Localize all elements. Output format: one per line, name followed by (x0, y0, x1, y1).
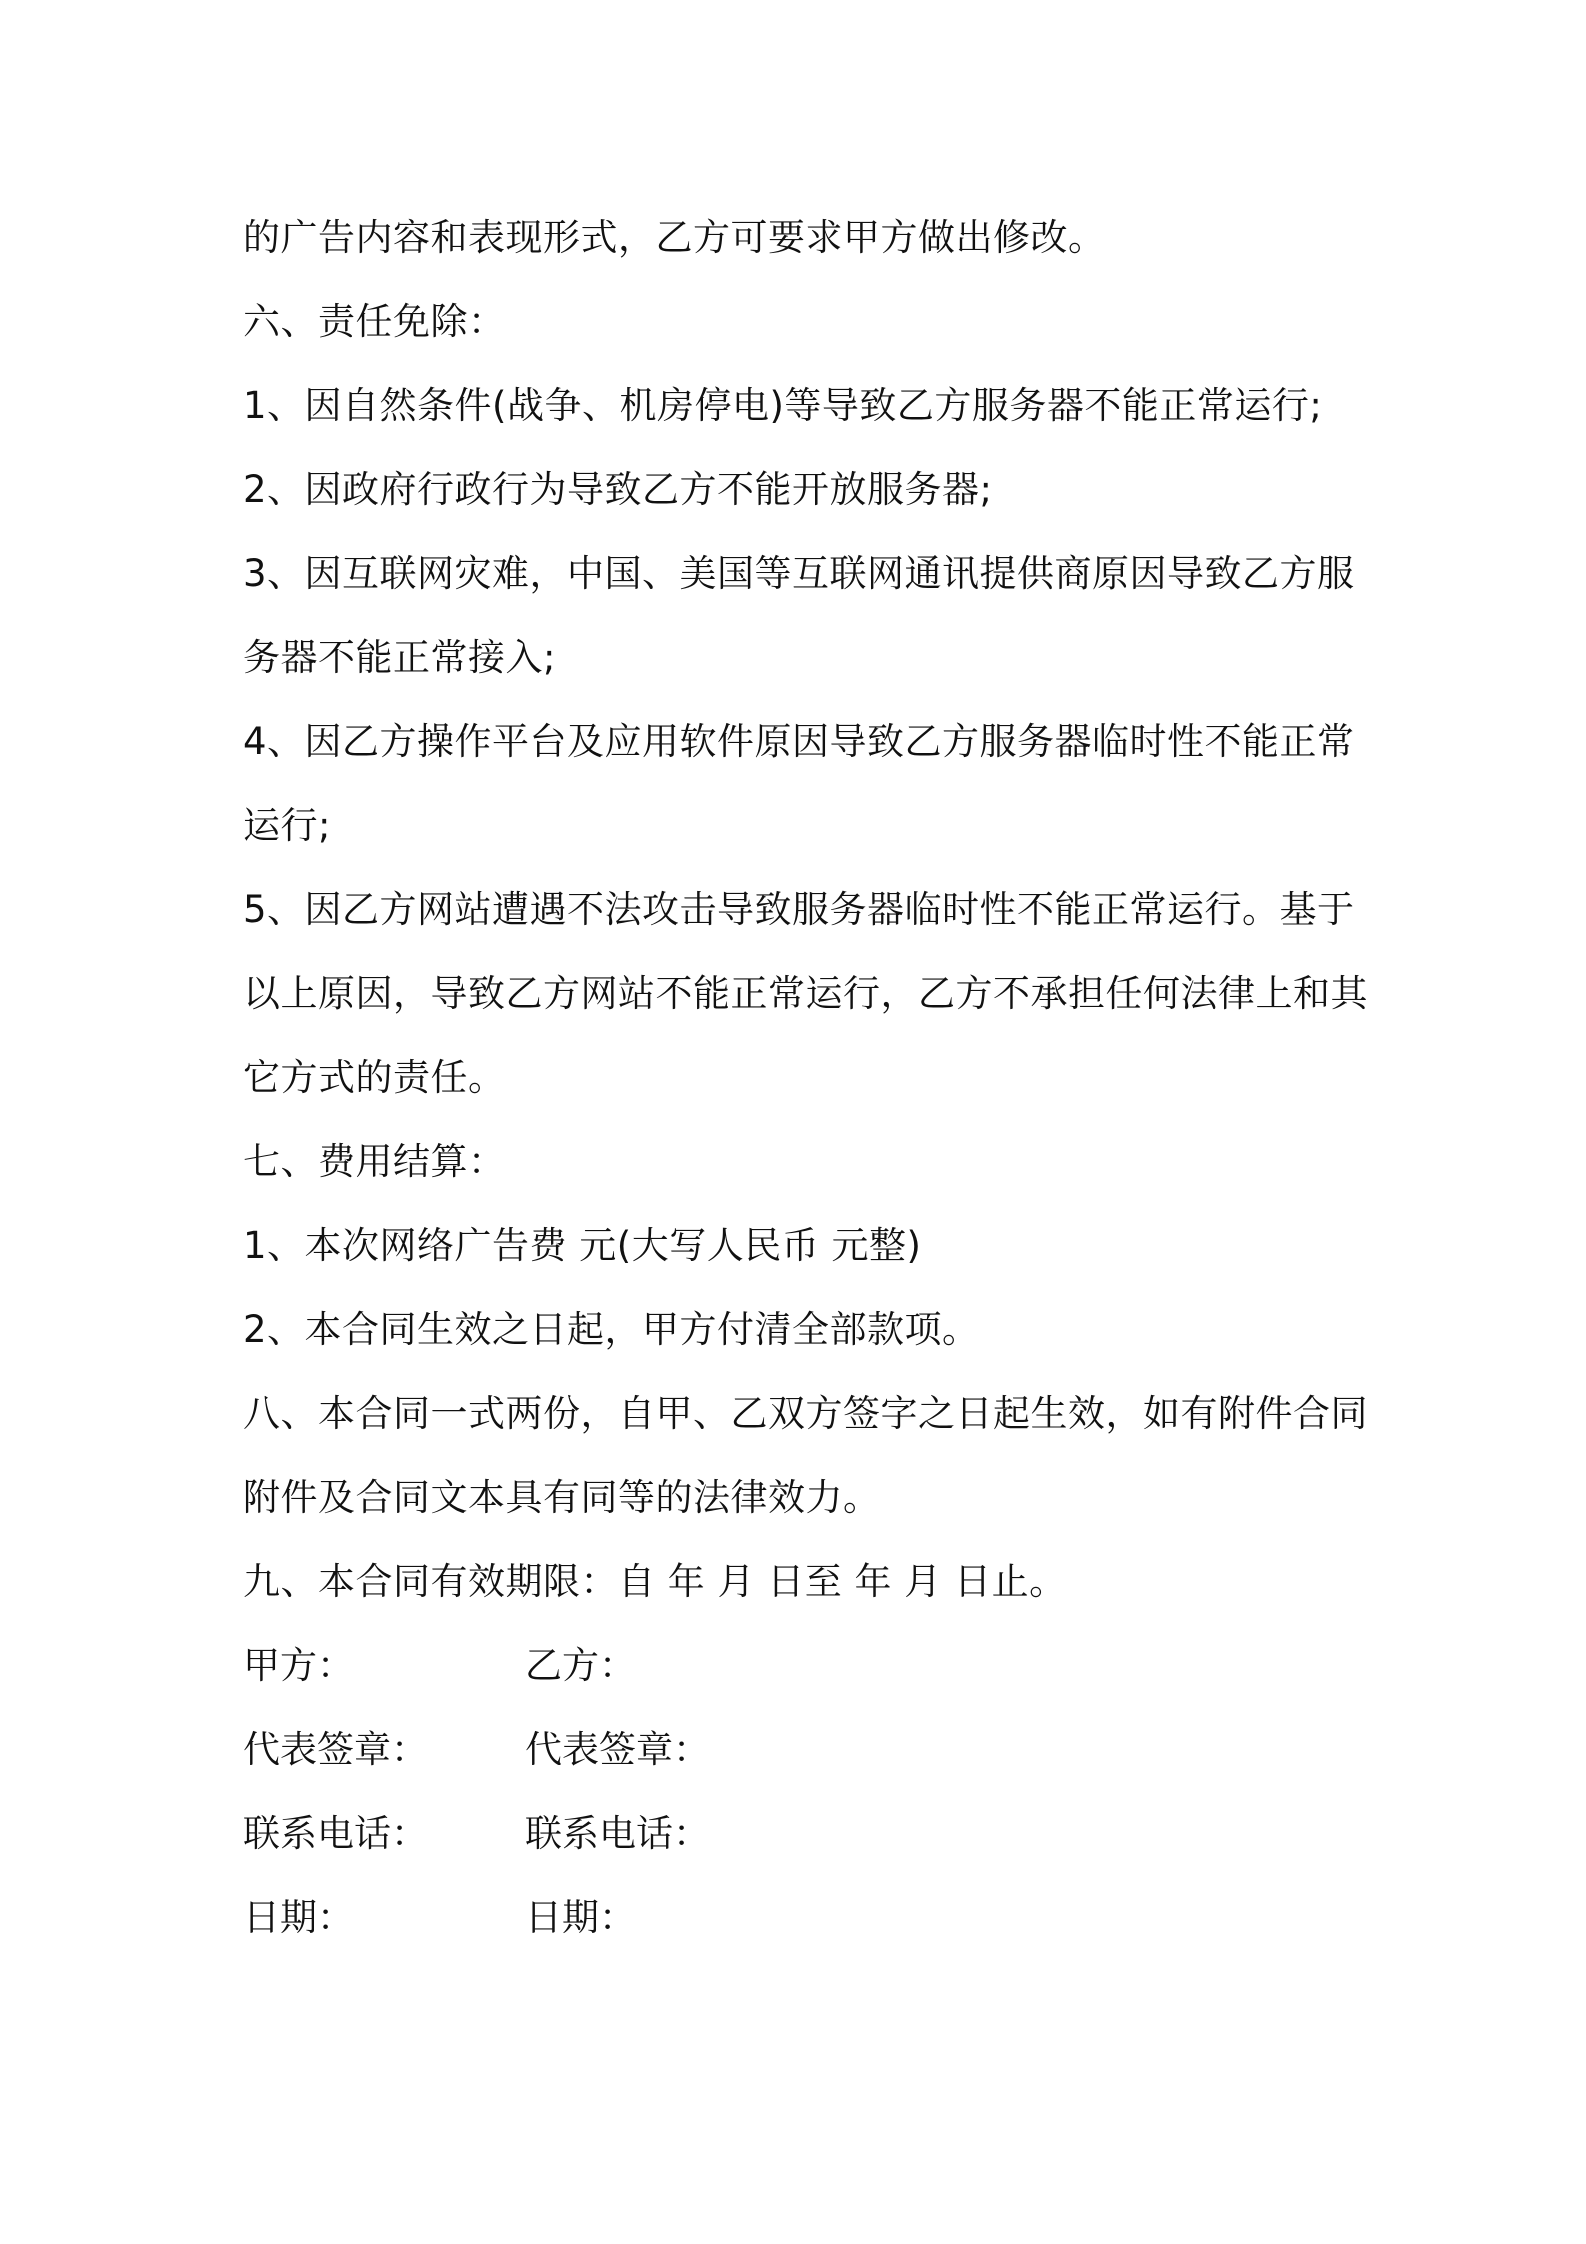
paragraph-line: 它方式的责任。 (243, 1056, 506, 1099)
paragraph-line: 2、本合同生效之日起，甲方付清全部款项。 (243, 1308, 980, 1351)
party-a-label: 甲方： (243, 1644, 354, 1687)
paragraph-line: 务器不能正常接入; (243, 636, 556, 679)
party-a-seal-label: 代表签章： (243, 1728, 428, 1771)
paragraph-line: 1、本次网络广告费 元(大写人民币 元整) (243, 1224, 922, 1267)
document-body (243, 196, 1368, 1960)
paragraph-line: 5、因乙方网站遭遇不法攻击导致服务器临时性不能正常运行。基于 (243, 888, 1355, 931)
paragraph-line: 1、因自然条件(战争、机房停电)等导致乙方服务器不能正常运行; (243, 384, 1323, 427)
paragraph-line: 2、因政府行政行为导致乙方不能开放服务器; (243, 468, 993, 511)
paragraph-line: 运行; (243, 804, 331, 847)
signature-row-date (243, 1876, 1363, 1960)
signature-row-seal (243, 1708, 1363, 1792)
paragraph-line: 九、本合同有效期限：自 年 月 日至 年 月 日止。 (243, 1560, 1067, 1603)
party-b-label: 乙方： (525, 1644, 636, 1687)
signature-row-party (243, 1624, 1363, 1708)
paragraph-line: 3、因互联网灾难，中国、美国等互联网通讯提供商原因导致乙方服 (243, 552, 1355, 595)
section-heading-liability-exemption: 六、责任免除： (243, 300, 506, 343)
paragraph-line: 附件及合同文本具有同等的法律效力。 (243, 1476, 881, 1519)
party-b-seal-label: 代表签章： (525, 1728, 710, 1771)
paragraph-line: 4、因乙方操作平台及应用软件原因导致乙方服务器临时性不能正常 (243, 720, 1355, 763)
paragraph-line: 的广告内容和表现形式，乙方可要求甲方做出修改。 (243, 216, 1106, 259)
party-b-phone-label: 联系电话： (525, 1812, 710, 1855)
party-b-date-label: 日期： (525, 1896, 636, 1939)
paragraph-line: 八、本合同一式两份，自甲、乙双方签字之日起生效，如有附件合同 (243, 1392, 1368, 1435)
section-heading-fee-settlement: 七、费用结算： (243, 1140, 506, 1183)
paragraph-line: 以上原因，导致乙方网站不能正常运行，乙方不承担任何法律上和其 (243, 972, 1368, 1015)
party-a-phone-label: 联系电话： (243, 1812, 428, 1855)
party-a-date-label: 日期： (243, 1896, 354, 1939)
signature-row-phone (243, 1792, 1363, 1876)
